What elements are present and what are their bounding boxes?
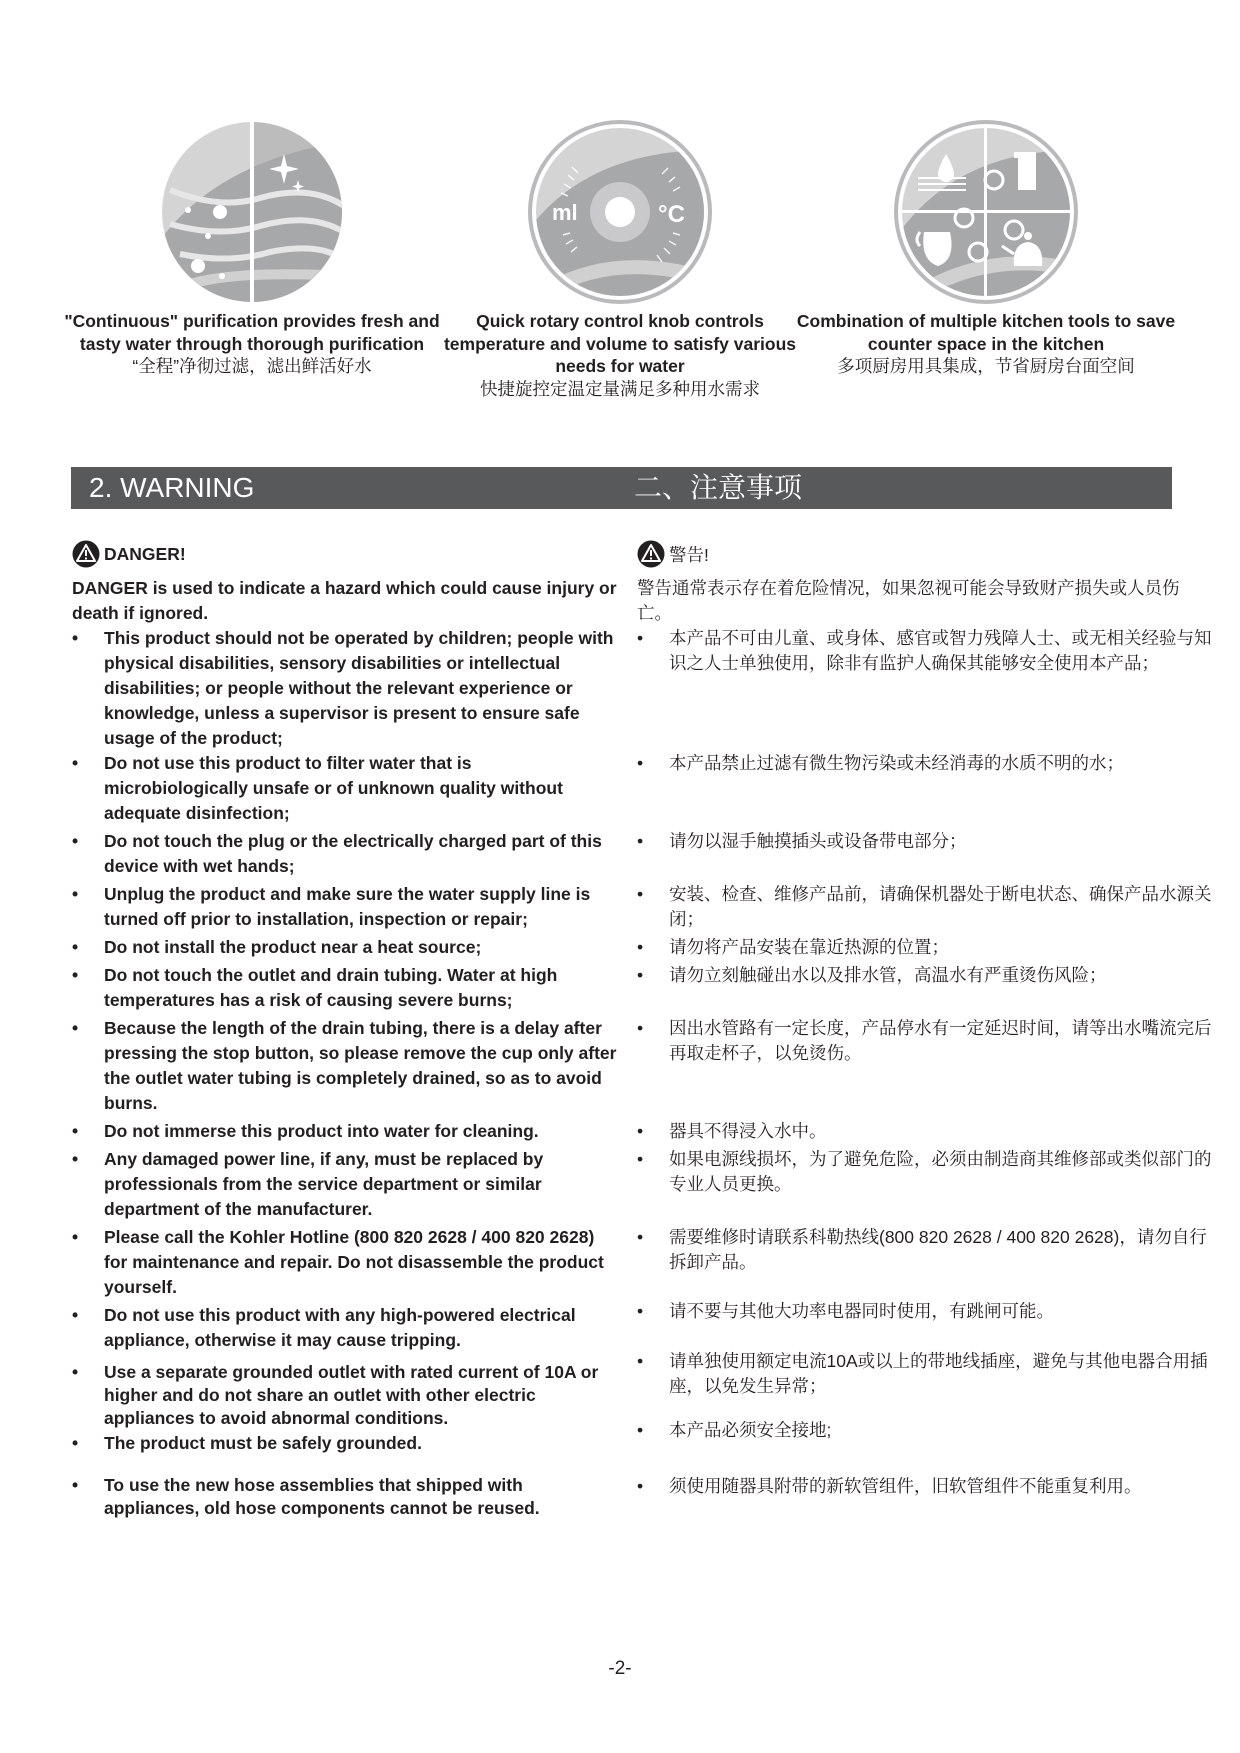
list-item	[637, 1349, 1214, 1399]
list-item-text: 需要维修时请联系科勒热线(800 820 2628 / 400 820 2628)，请勿自行拆卸产品。	[669, 1227, 1207, 1272]
section-header-bar	[71, 467, 1172, 509]
feature-caption-zh: “全程”净彻过滤，滤出鲜活好水	[132, 356, 372, 376]
list-item	[72, 935, 617, 960]
list-item-text: Any damaged power line, if any, must be replaced by professionals from the service department or similar department of the manufacturer.	[104, 1149, 544, 1219]
bullet: •	[637, 628, 644, 648]
feature-purification	[62, 120, 442, 377]
bullet: •	[637, 1301, 644, 1321]
ml-label: ml	[552, 200, 578, 225]
list-item	[72, 1361, 617, 1430]
list-item-text: 请勿以湿手触摸插头或设备带电部分；	[669, 831, 967, 851]
list-item-text: 请勿立刻触碰出水以及排水管，高温水有严重烫伤风险；	[669, 965, 1107, 985]
list-item-text: Use a separate grounded outlet with rated current of 10A or higher and do not share an outlet with other electric appliances to avoid abnormal conditions.	[104, 1362, 599, 1428]
list-item	[637, 829, 1214, 854]
feature-kitchen-tools	[796, 120, 1176, 377]
bullet: •	[637, 1420, 644, 1440]
bullet: •	[72, 1433, 79, 1453]
list-item-text: Unplug the product and make sure the water supply line is turned off prior to installation, inspection or repair;	[104, 884, 591, 929]
bullet: •	[72, 937, 79, 957]
list-item-text: 本产品不可由儿童、或身体、感官或智力残障人士、或无相关经验与知识之人士单独使用，除非有监护人确保其能够安全使用本产品；	[669, 628, 1212, 673]
list-item	[72, 1119, 617, 1144]
danger-heading	[637, 540, 709, 568]
list-item-text: Do not use this product to filter water that is microbiologically unsafe or of unknown quality without adequate disinfection;	[104, 753, 563, 823]
page-number: -2-	[608, 1658, 632, 1679]
bullet: •	[637, 753, 644, 773]
bullet: •	[72, 628, 79, 648]
list-item-text: 须使用随器具附带的新软管组件，旧软管组件不能重复利用。	[669, 1476, 1142, 1496]
bullet: •	[637, 1351, 644, 1371]
feature-caption-zh: 快捷旋控定温定量满足多种用水需求	[480, 378, 760, 399]
list-item-text: Do not touch the outlet and drain tubing. Water at high temperatures has a risk of causing severe burns;	[104, 965, 558, 1010]
list-item-text: Do not use this product with any high-powered electrical appliance, otherwise it may cause tripping.	[104, 1305, 576, 1350]
bullet: •	[72, 1362, 79, 1382]
feature-rotary-knob	[430, 120, 810, 400]
bullet: •	[637, 1149, 644, 1169]
list-item	[72, 1147, 617, 1222]
feature-caption-en: Combination of multiple kitchen tools to save counter space in the kitchen	[796, 311, 1176, 354]
bullet: •	[72, 1018, 79, 1038]
list-item	[72, 882, 617, 932]
bullet: •	[637, 1121, 644, 1141]
list-item	[72, 1225, 617, 1300]
bullet: •	[637, 1476, 644, 1496]
list-item-text: 器具不得浸入水中。	[669, 1121, 827, 1141]
list-item-text: Please call the Kohler Hotline (800 820 2628 / 400 820 2628) for maintenance and repair. Do not disassemble the product yourself.	[104, 1227, 604, 1297]
list-item	[637, 935, 1214, 960]
warning-triangle-icon	[72, 540, 100, 568]
list-item-text: Do not touch the plug or the electrically charged part of this device with wet hands;	[104, 831, 602, 876]
bullet: •	[72, 831, 79, 851]
bullet: •	[72, 1121, 79, 1141]
danger-label: DANGER!	[104, 543, 186, 564]
list-item-text: To use the new hose assemblies that shipped with appliances, old hose components cannot be reused.	[104, 1475, 540, 1518]
bullet: •	[637, 1018, 644, 1038]
bullet: •	[72, 1475, 79, 1495]
list-item-text: 安装、检查、维修产品前，请确保机器处于断电状态、确保产品水源关闭；	[669, 884, 1212, 929]
bullet: •	[637, 884, 644, 904]
list-item-text: 本产品必须安全接地;	[669, 1420, 832, 1440]
feature-caption-zh: 多项厨房用具集成，节省厨房台面空间	[837, 356, 1135, 376]
list-item	[72, 626, 617, 751]
danger-heading	[72, 540, 186, 568]
section-title-zh: 二、注意事项	[634, 472, 803, 503]
bullet: •	[72, 753, 79, 773]
list-item-text: 如果电源线损坏，为了避免危险，必须由制造商其维修部或类似部门的专业人员更换。	[669, 1149, 1212, 1194]
bullet: •	[637, 965, 644, 985]
list-item-text: 请不要与其他大功率电器同时使用，有跳闸可能。	[669, 1301, 1054, 1321]
bullet: •	[72, 1227, 79, 1247]
list-item	[637, 1147, 1214, 1197]
list-item	[637, 626, 1214, 676]
bullet: •	[637, 1227, 644, 1247]
list-item-text: Because the length of the drain tubing, there is a delay after pressing the stop button, so please remove the cup only after the outlet water tubing is completely drained, so as to avoid burns.	[104, 1018, 617, 1113]
section-title-en: 2. WARNING	[89, 472, 255, 503]
celsius-label: °C	[658, 201, 685, 228]
bullet: •	[72, 1149, 79, 1169]
list-item-text: 请单独使用额定电流10A或以上的带地线插座，避免与其他电器合用插座，以免发生异常；	[669, 1351, 1208, 1396]
list-item	[637, 1299, 1214, 1324]
list-item-text: 请勿将产品安装在靠近热源的位置；	[669, 937, 949, 957]
list-item	[72, 963, 617, 1013]
bullet: •	[72, 965, 79, 985]
list-item-text: The product must be safely grounded.	[104, 1433, 422, 1453]
feature-caption-en: "Continuous" purification provides fresh and tasty water through thorough purification	[64, 311, 440, 354]
purification-waves-icon	[160, 120, 344, 304]
list-item	[637, 882, 1214, 932]
bullet: •	[637, 831, 644, 851]
list-item	[72, 1016, 617, 1116]
list-item	[637, 751, 1214, 776]
list-item	[637, 1418, 1214, 1443]
list-item	[72, 751, 617, 826]
feature-caption-en: Quick rotary control knob controls temperature and volume to satisfy various needs for water	[443, 311, 797, 376]
danger-intro: 警告通常表示存在着危险情况，如果忽视可能会导致财产损失或人员伤亡。	[637, 578, 1180, 623]
list-item-text: Do not install the product near a heat source;	[104, 937, 482, 957]
danger-label: 警告!	[669, 544, 709, 565]
list-item	[637, 1474, 1214, 1499]
list-item-text: 因出水管路有一定长度，产品停水有一定延迟时间，请等出水嘴流完后再取走杯子，以免烫伤。	[669, 1018, 1212, 1063]
bullet: •	[72, 884, 79, 904]
list-item	[637, 1225, 1214, 1275]
list-item	[72, 1303, 617, 1353]
list-item	[637, 1016, 1214, 1066]
kitchen-tools-puzzle-icon	[894, 120, 1078, 304]
list-item	[72, 829, 617, 879]
list-item	[637, 1119, 1214, 1144]
list-item	[72, 1431, 617, 1456]
list-item	[637, 963, 1214, 988]
warning-triangle-icon	[637, 540, 665, 568]
bullet: •	[637, 937, 644, 957]
list-item-text: Do not immerse this product into water for cleaning.	[104, 1121, 539, 1141]
danger-intro: DANGER is used to indicate a hazard which could cause injury or death if ignored.	[72, 578, 617, 623]
rotary-knob-icon	[528, 120, 712, 304]
bullet: •	[72, 1305, 79, 1325]
list-item	[72, 1474, 617, 1520]
list-item-text: 本产品禁止过滤有微生物污染或未经消毒的水质不明的水；	[669, 753, 1124, 773]
list-item-text: This product should not be operated by children; people with physical disabilities, sensory disabilities or intellectual disabilities; or people without the relevant experience or knowledge, unless a supervisor is present to ensure safe usage of the product;	[104, 628, 614, 748]
